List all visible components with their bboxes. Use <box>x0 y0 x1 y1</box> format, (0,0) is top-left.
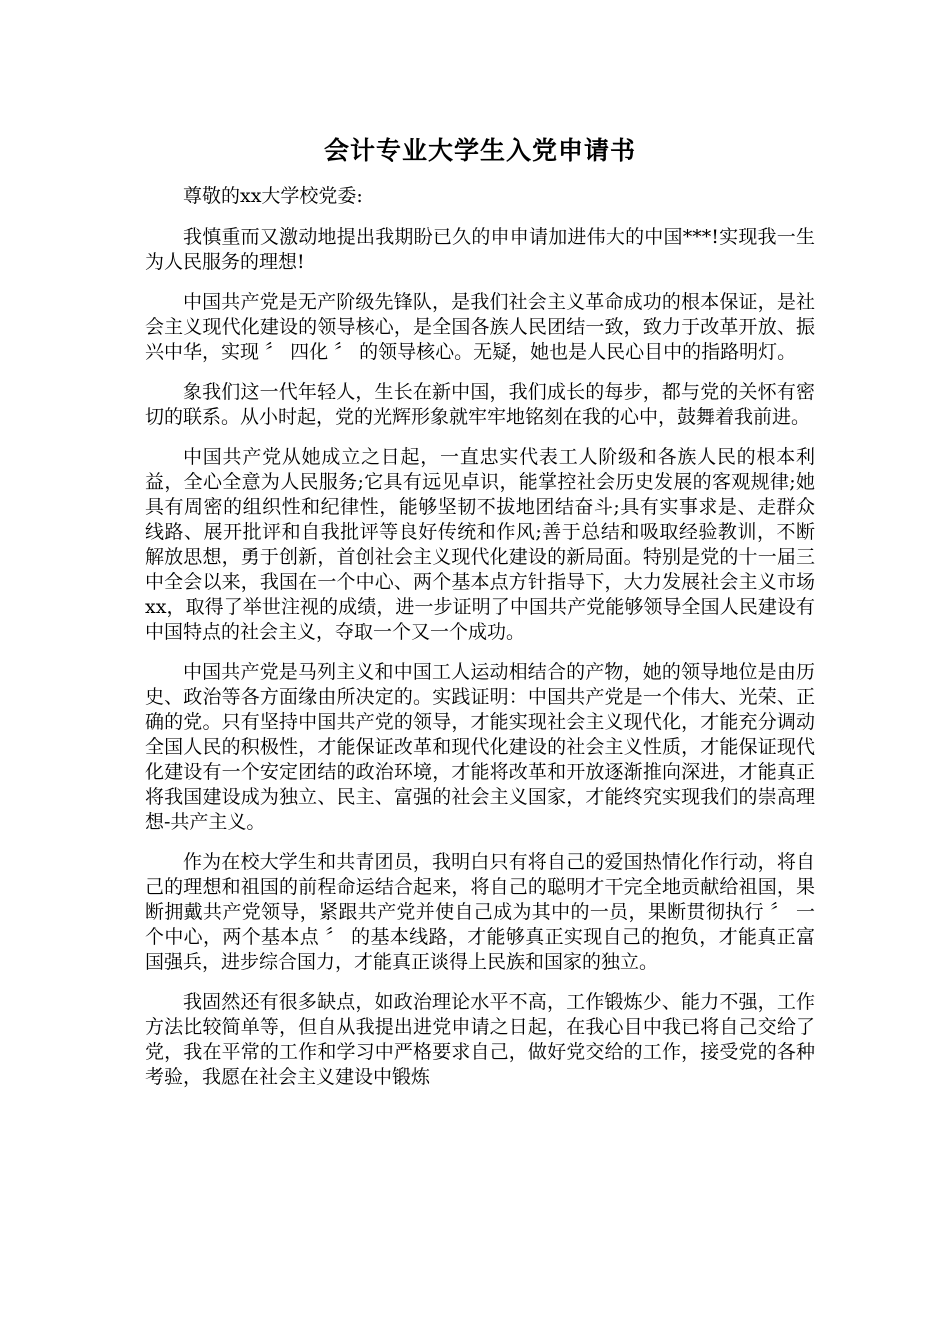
document-body <box>145 134 815 1105</box>
paragraph-3: 象我们这一代年轻人，生长在新中国，我们成长的每步，都与党的关怀有密切的联系。从小时起，党的光辉形象就牢牢地铭刻在我的心中，鼓舞着我前进。 <box>145 381 815 428</box>
paragraph-5: 中国共产党是马列主义和中国工人运动相结合的产物，她的领导地位是由历史、政治等各方面缘由所决定的。实践证明：中国共产党是一个伟大、光荣、正确的党。只有坚持中国共产党的领导，才能实现社会主义现代化，才能充分调动全国人民的积极性，才能保证改革和现代化建设的社会主义性质，才能保证现代化建设有一个安定团结的政治环境，才能将改革和开放逐渐推向深进，才能真正将我国建设成为独立、民主、富强的社会主义国家，才能终究实现我们的崇高理想-共产主义。 <box>145 661 815 833</box>
paragraph-2: 中国共产党是无产阶级先锋队，是我们社会主义革命成功的根本保证，是社会主义现代化建设的领导核心，是全国各族人民团结一致，致力于改革开放、振兴中华，实现 〞 四化 〞 的领导核心。无疑，她也是人民心目中的指路明灯。 <box>145 291 815 363</box>
paragraph-6: 作为在校大学生和共青团员，我明白只有将自己的爱国热情化作行动，将自己的理想和祖国的前程命运结合起来，将自己的聪明才干完全地贡献给祖国，果断拥戴共产党领导，紧跟共产党并使自己成为其中的一员，果断贯彻执行 〞 一个中心，两个基本点 〞 的基本线路，才能够真正实现自己的抱负，才能真正富国强兵，进步综合国力，才能真正谈得上民族和国家的独立。 <box>145 851 815 973</box>
paragraph-1: 我慎重而又激动地提出我期盼已久的申申请加进伟大的中国***!实现我一生为人民服务的理想! <box>145 226 815 273</box>
salutation: 尊敬的xx大学校党委: <box>183 185 363 207</box>
paragraph-7: 我固然还有很多缺点，如政治理论水平不高，工作锻炼少、能力不强，工作方法比较简单等，但自从我提出进党申请之日起，在我心目中我已将自己交给了党，我在平常的工作和学习中严格要求自己，做好党交给的工作，接受党的各种考验，我愿在社会主义建设中锻炼 <box>145 991 815 1088</box>
paragraph-4: 中国共产党从她成立之日起，一直忠实代表工人阶级和各族人民的根本利益，全心全意为人民服务;它具有远见卓识，能掌控社会历史发展的客观规律;她具有周密的组织性和纪律性，能够坚韧不拔地团结奋斗;具有实事求是、走群众线路、展开批评和自我批评等良好传统和作风;善于总结和吸取经验教训，不断解放思想，勇于创新，首创社会主义现代化建设的新局面。特别是党的十一届三中全会以来，我国在一个中心、两个基本点方针指导下，大力发展社会主义市场xx，取得了举世注视的成绩，进一步证明了中国共产党能够领导全国人民建设有中国特点的社会主义，夺取一个又一个成功。 <box>145 446 815 643</box>
document-title: 会计专业大学生入党申请书 <box>323 136 636 165</box>
